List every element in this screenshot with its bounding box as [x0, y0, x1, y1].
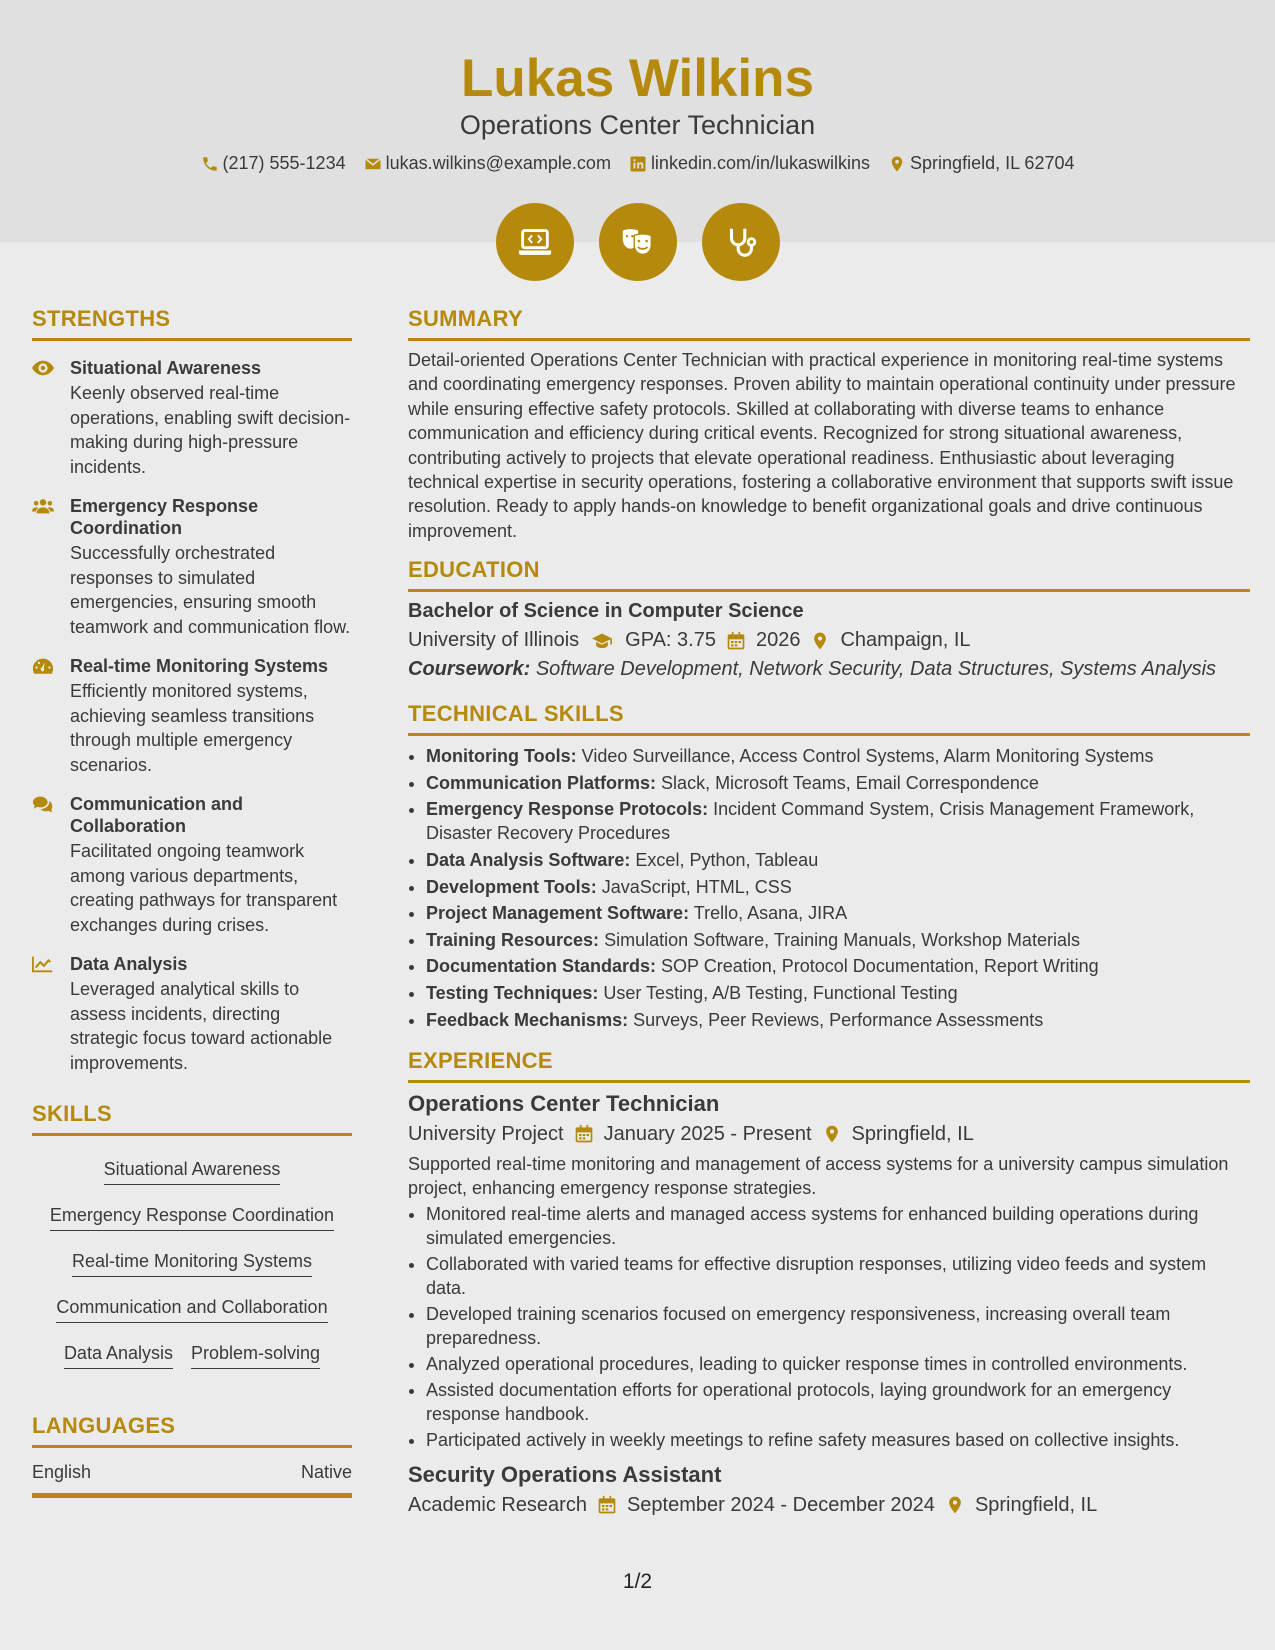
skill-value: User Testing, A/B Testing, Functional Testing — [603, 983, 958, 1003]
contact-linkedin[interactable] — [629, 153, 870, 174]
technical-skills-heading: TECHNICAL SKILLS — [408, 701, 1250, 736]
technical-skills-list — [408, 744, 1250, 1031]
list-item — [426, 1008, 1250, 1032]
strength-item — [32, 495, 352, 639]
eye-icon — [32, 359, 54, 377]
strengths-heading: STRENGTHS — [32, 306, 352, 341]
list-item — [426, 771, 1250, 795]
strength-desc: Keenly observed real-time operations, enabling swift decision-making during high-pressure incidents. — [70, 383, 351, 477]
list-item — [426, 744, 1250, 768]
skill-tag: Real-time Monitoring Systems — [72, 1250, 312, 1277]
coursework-label: Coursework: — [408, 658, 531, 681]
job-location: Springfield, IL — [851, 1122, 974, 1145]
gpa-text: GPA: 3.75 — [625, 629, 716, 652]
job-dates: January 2025 - Present — [603, 1122, 812, 1145]
job-bullets — [408, 1202, 1250, 1452]
contact-location — [888, 153, 1074, 174]
list-item — [426, 797, 1250, 845]
skill-value: SOP Creation, Protocol Documentation, Report Writing — [661, 956, 1099, 977]
theater-masks-icon — [619, 223, 657, 261]
hobby-badge — [599, 203, 677, 281]
skill-value: Slack, Microsoft Teams, Email Correspondence — [661, 772, 1039, 793]
job-org: University Project — [408, 1122, 564, 1145]
job-meta — [408, 1494, 1250, 1517]
skill-tag: Communication and Collaboration — [56, 1296, 327, 1323]
linkedin-text: linkedin.com/in/lukaswilkins — [650, 153, 871, 173]
list-item — [426, 928, 1250, 952]
job-meta — [408, 1123, 1250, 1146]
skill-label: Monitoring Tools: — [426, 746, 577, 767]
strength-title: Situational Awareness — [70, 358, 262, 378]
strength-title: Real-time Monitoring Systems — [70, 656, 329, 676]
strength-desc: Successfully orchestrated responses to simulated emergencies, ensuring smooth teamwork and communication flow. — [70, 543, 351, 637]
strength-desc: Leveraged analytical skills to assess incidents, directing strategic focus toward actionable improvements. — [70, 979, 333, 1073]
skill-value: JavaScript, HTML, CSS — [601, 876, 792, 897]
list-item: • Assisted documentation efforts for operational protocols, laying groundwork for an emergency response handbook. — [426, 1378, 1250, 1426]
candidate-name: Lukas Wilkins — [461, 49, 814, 108]
linkedin-icon — [629, 155, 647, 173]
coursework-list: Software Development, Network Security, Data Structures, Systems Analysis — [535, 658, 1217, 681]
skills-list — [32, 1152, 352, 1369]
skill-tag: Emergency Response Coordination — [50, 1204, 334, 1231]
job-dates: September 2024 - December 2024 — [626, 1493, 935, 1516]
skill-value: Simulation Software, Training Manuals, Workshop Materials — [604, 929, 1080, 950]
resume-header — [0, 0, 1275, 242]
languages-heading: LANGUAGES — [32, 1413, 352, 1448]
phone-text: (217) 555-1234 — [222, 153, 346, 173]
school-name: University of Illinois — [408, 629, 580, 652]
stethoscope-icon — [722, 223, 760, 261]
skill-label: Training Resources: — [426, 929, 600, 950]
hobby-badge — [702, 203, 780, 281]
list-item — [426, 901, 1250, 925]
skills-heading: SKILLS — [32, 1101, 352, 1136]
job-title: Operations Center Technician — [408, 1090, 720, 1116]
skill-value: Trello, Asana, JIRA — [693, 903, 848, 924]
job-location: Springfield, IL — [974, 1493, 1098, 1516]
hobby-badge — [496, 203, 574, 281]
list-item — [426, 954, 1250, 978]
location-text: Springfield, IL 62704 — [910, 153, 1075, 173]
coursework — [408, 658, 1250, 681]
job-org: Academic Research — [408, 1493, 587, 1516]
gauge-icon — [32, 657, 54, 675]
calendar-icon — [726, 631, 746, 651]
job-title: Security Operations Assistant — [408, 1461, 722, 1487]
graduation-year: 2026 — [755, 629, 801, 652]
map-pin-icon — [822, 1124, 842, 1144]
language-row — [32, 1462, 352, 1498]
skill-label: Communication Platforms: — [426, 772, 657, 793]
email-text: lukas.wilkins@example.com — [385, 153, 611, 173]
map-pin-icon — [945, 1495, 965, 1515]
language-level: Native — [300, 1462, 352, 1482]
skill-tag: Problem-solving — [191, 1342, 320, 1369]
strength-item — [32, 953, 352, 1075]
map-pin-icon — [888, 155, 906, 173]
laptop-code-icon — [516, 223, 554, 261]
skill-label: Project Management Software: — [426, 903, 690, 924]
graduation-cap-icon — [589, 631, 615, 651]
list-item — [426, 848, 1250, 872]
envelope-icon — [364, 155, 382, 173]
right-column — [408, 306, 1250, 1517]
strength-item — [32, 655, 352, 777]
calendar-icon — [574, 1124, 594, 1144]
list-item: • Developed training scenarios focused on emergency responsiveness, increasing overall team preparedness. — [426, 1302, 1250, 1350]
education-meta — [408, 629, 1250, 652]
strength-title: Emergency Response Coordination — [70, 496, 259, 538]
skill-value: Excel, Python, Tableau — [635, 850, 819, 871]
skill-value: Incident Command System, Crisis Management Framework, Disaster Recovery Procedures — [426, 799, 1195, 844]
contact-bar — [0, 153, 1275, 174]
summary-heading: SUMMARY — [408, 306, 1250, 341]
skill-label: Feedback Mechanisms: — [426, 1009, 629, 1030]
skill-label: Data Analysis Software: — [426, 850, 631, 871]
strength-item — [32, 793, 352, 937]
comments-icon — [32, 795, 54, 813]
summary-text: Detail-oriented Operations Center Technician with practical experience in monitoring real-time systems and coordinating emergency responses. Proven ability to maintain operational continuity under pressure while ensuring effective safety protocols. Skilled at collaborating with diverse teams to enhance communication and efficiency during critical events. Recognized for strong situational awareness, contributing actively to projects that elevate operational readiness. Enthusiastic about leveraging technical expertise in security operations, fostering a collaborative environment that supports swift issue resolution. Ready to apply hands-on knowledge to benefit organizational goals and drive continuous improvement. — [408, 350, 1236, 541]
skill-value: Video Surveillance, Access Control Systems, Alarm Monitoring Systems — [581, 746, 1154, 767]
strength-desc: Efficiently monitored systems, achieving seamless transitions through multiple emergency scenarios. — [70, 681, 315, 775]
strength-desc: Facilitated ongoing teamwork among various departments, creating pathways for transparent exchanges during crises. — [70, 841, 338, 935]
phone-icon — [201, 155, 219, 173]
chart-line-icon — [32, 955, 54, 973]
strength-item — [32, 357, 352, 479]
calendar-icon — [597, 1495, 617, 1515]
map-pin-icon — [810, 631, 830, 651]
list-item — [426, 875, 1250, 899]
users-icon — [32, 497, 54, 515]
language-name: English — [32, 1462, 92, 1482]
skill-label: Emergency Response Protocols: — [426, 799, 709, 820]
contact-email[interactable] — [364, 153, 611, 174]
strength-title: Communication and Collaboration — [70, 794, 244, 836]
skill-value: Surveys, Peer Reviews, Performance Assessments — [633, 1009, 1044, 1030]
job-description: Supported real-time monitoring and management of access systems for a university campus simulation project, enhancing emergency response strategies. — [408, 1153, 1229, 1198]
hobby-icons — [0, 203, 1275, 281]
skill-label: Development Tools: — [426, 876, 597, 897]
list-item — [426, 981, 1250, 1005]
list-item: • Monitored real-time alerts and managed access systems for enhanced building operations during simulated emergencies. — [426, 1202, 1250, 1250]
strength-title: Data Analysis — [70, 954, 188, 974]
list-item: • Analyzed operational procedures, leading to quicker response times in controlled environments. — [426, 1352, 1250, 1376]
candidate-title: Operations Center Technician — [459, 110, 816, 140]
skill-label: Documentation Standards: — [426, 956, 657, 977]
left-column — [32, 306, 352, 1498]
list-item: • Collaborated with varied teams for effective disruption responses, utilizing video feeds and system data. — [426, 1252, 1250, 1300]
school-location: Champaign, IL — [840, 629, 971, 652]
degree-title: Bachelor of Science in Computer Science — [408, 600, 804, 623]
skill-tag: Situational Awareness — [104, 1158, 281, 1185]
education-heading: EDUCATION — [408, 557, 1250, 592]
skill-tag: Data Analysis — [64, 1342, 173, 1369]
experience-heading: EXPERIENCE — [408, 1048, 1250, 1083]
skill-label: Testing Techniques: — [426, 983, 599, 1003]
page-number: 1/2 — [622, 1570, 653, 1593]
list-item: • Participated actively in weekly meetings to refine safety measures based on collective insights. — [426, 1428, 1250, 1452]
contact-phone — [201, 153, 346, 174]
